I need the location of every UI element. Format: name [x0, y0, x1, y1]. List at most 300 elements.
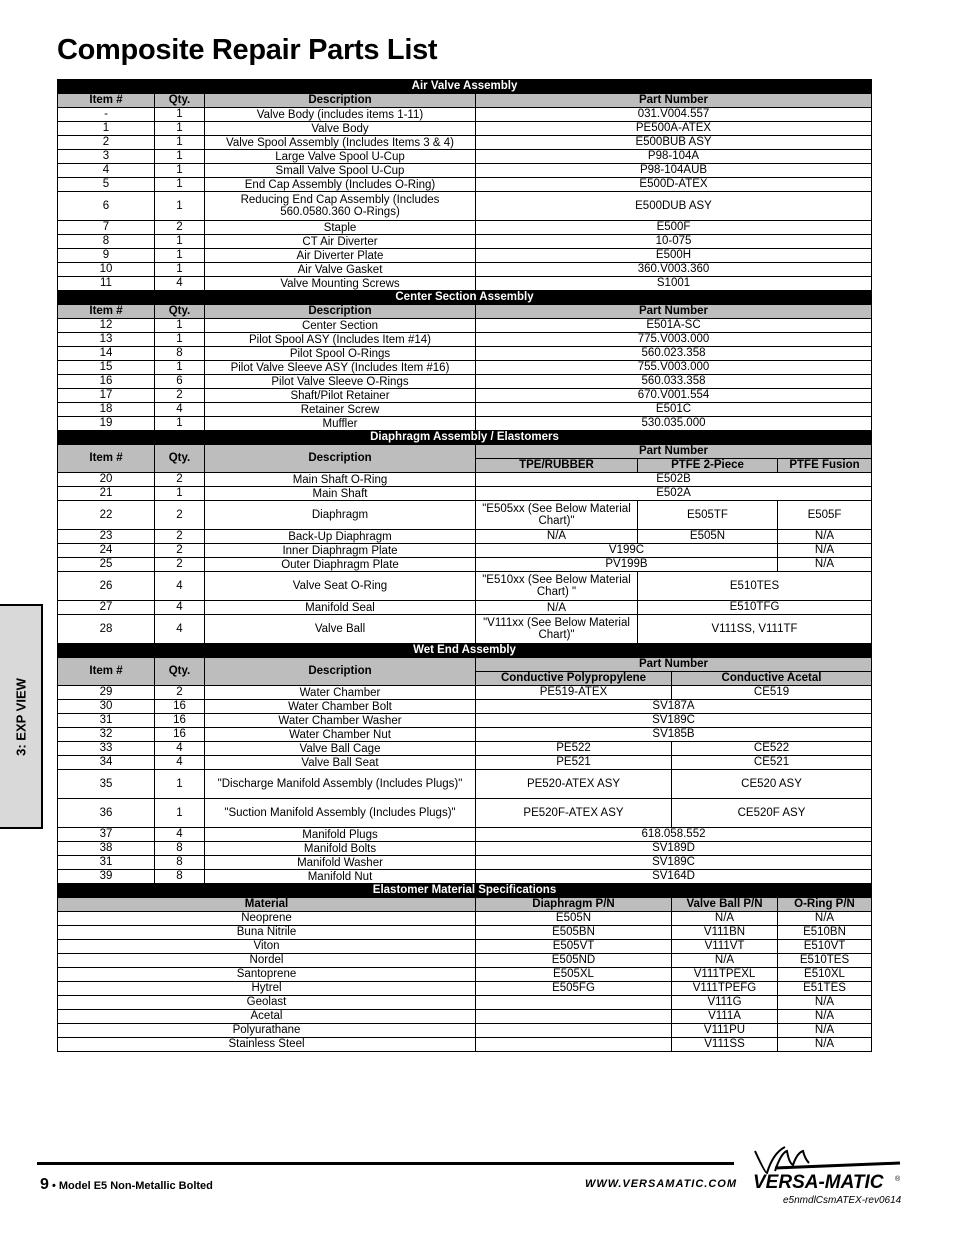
item-cell: 21 — [58, 487, 155, 501]
description-cell: Staple — [205, 221, 476, 235]
header-description: Description — [205, 658, 476, 686]
qty-cell: 4 — [155, 572, 205, 601]
table-row — [58, 389, 872, 403]
o-ring-pn-cell: E510XL — [778, 968, 872, 982]
table-row — [58, 235, 872, 249]
header-part-number: Part Number — [476, 305, 872, 319]
header-tpe-rubber: TPE/RUBBER — [476, 459, 638, 473]
qty-cell: 6 — [155, 375, 205, 389]
document-code: e5nmdlCsmATEX-rev0614 — [783, 1195, 902, 1206]
part-number-cell: E502A — [476, 487, 872, 501]
valve-ball-pn-cell: V111G — [672, 996, 778, 1010]
description-cell: CT Air Diverter — [205, 235, 476, 249]
description-cell: Air Diverter Plate — [205, 249, 476, 263]
diaphragm-pn-cell: E505ND — [476, 954, 672, 968]
table-row — [58, 403, 872, 417]
qty-cell: 1 — [155, 235, 205, 249]
section-title: Wet End Assembly — [58, 644, 872, 658]
item-cell: 10 — [58, 263, 155, 277]
o-ring-pn-cell: E510BN — [778, 926, 872, 940]
table-row — [58, 799, 872, 828]
qty-cell: 2 — [155, 558, 205, 572]
description-cell: Retainer Screw — [205, 403, 476, 417]
part-number-cell: N/A — [778, 544, 872, 558]
material-cell: Stainless Steel — [58, 1038, 476, 1052]
part-number-cell: PE520-ATEX ASY — [476, 770, 672, 799]
table-row — [58, 856, 872, 870]
diaphragm-pn-cell: E505FG — [476, 982, 672, 996]
table-row — [58, 164, 872, 178]
table-row — [58, 361, 872, 375]
description-cell: Reducing End Cap Assembly (Includes 560.0580.360 O-Rings) — [205, 192, 476, 221]
qty-cell: 1 — [155, 178, 205, 192]
header-diaphragm-pn: Diaphragm P/N — [476, 898, 672, 912]
diaphragm-pn-cell: E505BN — [476, 926, 672, 940]
table-row — [58, 530, 872, 544]
part-number-cell: P98-104AUB — [476, 164, 872, 178]
part-number-cell: E501C — [476, 403, 872, 417]
section-header-row — [58, 431, 872, 445]
part-number-cell: E510TFG — [638, 601, 872, 615]
header-qty: Qty. — [155, 305, 205, 319]
item-cell: 1 — [58, 122, 155, 136]
part-number-cell: E500D-ATEX — [476, 178, 872, 192]
description-cell: Shaft/Pilot Retainer — [205, 389, 476, 403]
material-cell: Buna Nitrile — [58, 926, 476, 940]
description-cell: Pilot Valve Sleeve ASY (Includes Item #16) — [205, 361, 476, 375]
table-row — [58, 1038, 872, 1052]
table-row — [58, 221, 872, 235]
material-cell: Santoprene — [58, 968, 476, 982]
table-row — [58, 714, 872, 728]
qty-cell: 1 — [155, 263, 205, 277]
qty-cell: 1 — [155, 333, 205, 347]
item-cell: 13 — [58, 333, 155, 347]
qty-cell: 4 — [155, 615, 205, 644]
header-o-ring-pn: O-Ring P/N — [778, 898, 872, 912]
part-number-cell: V111SS, V111TF — [638, 615, 872, 644]
description-cell: Large Valve Spool U-Cup — [205, 150, 476, 164]
qty-cell: 1 — [155, 799, 205, 828]
qty-cell: 4 — [155, 403, 205, 417]
item-cell: 14 — [58, 347, 155, 361]
header-qty: Qty. — [155, 94, 205, 108]
section-header-row — [58, 644, 872, 658]
table-row — [58, 347, 872, 361]
header-description: Description — [205, 94, 476, 108]
section-title: Center Section Assembly — [58, 291, 872, 305]
diaphragm-pn-cell — [476, 1024, 672, 1038]
o-ring-pn-cell: N/A — [778, 1038, 872, 1052]
description-cell: Water Chamber Nut — [205, 728, 476, 742]
table-row — [58, 417, 872, 431]
qty-cell: 2 — [155, 221, 205, 235]
table-row — [58, 926, 872, 940]
part-number-cell: 618.058.552 — [476, 828, 872, 842]
section-header-row — [58, 291, 872, 305]
item-cell: 3 — [58, 150, 155, 164]
repair-parts-table — [57, 79, 872, 1052]
item-cell: 5 — [58, 178, 155, 192]
item-cell: 7 — [58, 221, 155, 235]
o-ring-pn-cell: N/A — [778, 912, 872, 926]
part-number-cell: S1001 — [476, 277, 872, 291]
description-cell: Muffler — [205, 417, 476, 431]
part-number-cell: N/A — [778, 558, 872, 572]
part-number-cell: PE522 — [476, 742, 672, 756]
item-cell: 31 — [58, 714, 155, 728]
table-row — [58, 263, 872, 277]
header-conductive-polypropylene: Conductive Polypropylene — [476, 672, 672, 686]
o-ring-pn-cell: N/A — [778, 996, 872, 1010]
table-row — [58, 178, 872, 192]
part-number-cell: SV189D — [476, 842, 872, 856]
description-cell: Pilot Spool O-Rings — [205, 347, 476, 361]
column-header-row — [58, 658, 872, 672]
header-qty: Qty. — [155, 445, 205, 473]
item-cell: 12 — [58, 319, 155, 333]
item-cell: 23 — [58, 530, 155, 544]
table-row — [58, 249, 872, 263]
qty-cell: 1 — [155, 487, 205, 501]
item-cell: 28 — [58, 615, 155, 644]
table-row — [58, 742, 872, 756]
header-item: Item # — [58, 658, 155, 686]
qty-cell: 4 — [155, 756, 205, 770]
column-header-row — [58, 94, 872, 108]
section-title: Air Valve Assembly — [58, 80, 872, 94]
qty-cell: 2 — [155, 530, 205, 544]
diaphragm-pn-cell — [476, 996, 672, 1010]
description-cell: Pilot Spool ASY (Includes Item #14) — [205, 333, 476, 347]
qty-cell: 2 — [155, 686, 205, 700]
description-cell: "Discharge Manifold Assembly (Includes Plugs)" — [205, 770, 476, 799]
part-number-cell: E500F — [476, 221, 872, 235]
part-number-cell: 775.V003.000 — [476, 333, 872, 347]
column-header-row — [58, 305, 872, 319]
model-name: • Model E5 Non-Metallic Bolted — [51, 1180, 213, 1192]
part-number-cell: SV185B — [476, 728, 872, 742]
qty-cell: 1 — [155, 150, 205, 164]
item-cell: 2 — [58, 136, 155, 150]
column-header-row — [58, 898, 872, 912]
table-row — [58, 982, 872, 996]
item-cell: 27 — [58, 601, 155, 615]
part-number-cell: CE520 ASY — [672, 770, 872, 799]
section-header-row — [58, 884, 872, 898]
part-number-cell: 031.V004.557 — [476, 108, 872, 122]
part-number-cell: V199C — [476, 544, 778, 558]
table-row — [58, 333, 872, 347]
description-cell: Pilot Valve Sleeve O-Rings — [205, 375, 476, 389]
part-number-cell: E505F — [778, 501, 872, 530]
part-number-cell: 755.V003.000 — [476, 361, 872, 375]
item-cell: 18 — [58, 403, 155, 417]
qty-cell: 2 — [155, 473, 205, 487]
valve-ball-pn-cell: V111BN — [672, 926, 778, 940]
table-row — [58, 615, 872, 644]
header-description: Description — [205, 445, 476, 473]
qty-cell: 2 — [155, 389, 205, 403]
material-cell: Hytrel — [58, 982, 476, 996]
item-cell: 35 — [58, 770, 155, 799]
material-cell: Neoprene — [58, 912, 476, 926]
item-cell: 19 — [58, 417, 155, 431]
qty-cell: 4 — [155, 828, 205, 842]
section-header-row — [58, 80, 872, 94]
qty-cell: 4 — [155, 277, 205, 291]
item-cell: 37 — [58, 828, 155, 842]
versa-matic-logo — [745, 1143, 905, 1193]
description-cell: Back-Up Diaphragm — [205, 530, 476, 544]
item-cell: 22 — [58, 501, 155, 530]
part-number-cell: PE500A-ATEX — [476, 122, 872, 136]
header-qty: Qty. — [155, 658, 205, 686]
page-title: Composite Repair Parts List — [57, 34, 438, 66]
item-cell: 32 — [58, 728, 155, 742]
item-cell: 11 — [58, 277, 155, 291]
table-row — [58, 277, 872, 291]
part-number-cell: SV189C — [476, 856, 872, 870]
item-cell: 20 — [58, 473, 155, 487]
item-cell: 36 — [58, 799, 155, 828]
qty-cell: 1 — [155, 164, 205, 178]
part-number-cell: PE521 — [476, 756, 672, 770]
diaphragm-pn-cell: E505XL — [476, 968, 672, 982]
part-number-cell: E500H — [476, 249, 872, 263]
description-cell: Manifold Plugs — [205, 828, 476, 842]
table-row — [58, 136, 872, 150]
part-number-cell: 560.033.358 — [476, 375, 872, 389]
part-number-cell: E501A-SC — [476, 319, 872, 333]
valve-ball-pn-cell: V111TPEXL — [672, 968, 778, 982]
part-number-cell: N/A — [476, 530, 638, 544]
item-cell: 30 — [58, 700, 155, 714]
part-number-cell: SV189C — [476, 714, 872, 728]
table-row — [58, 828, 872, 842]
qty-cell: 1 — [155, 417, 205, 431]
item-cell: 15 — [58, 361, 155, 375]
description-cell: Main Shaft — [205, 487, 476, 501]
table-row — [58, 572, 872, 601]
page-number: 9 — [40, 1176, 49, 1193]
table-row — [58, 1024, 872, 1038]
part-number-cell: E510TES — [638, 572, 872, 601]
qty-cell: 8 — [155, 870, 205, 884]
item-cell: 4 — [58, 164, 155, 178]
table-row — [58, 319, 872, 333]
diaphragm-pn-cell: E505VT — [476, 940, 672, 954]
table-row — [58, 150, 872, 164]
description-cell: Water Chamber Washer — [205, 714, 476, 728]
part-number-cell: PV199B — [476, 558, 778, 572]
part-number-cell: SV164D — [476, 870, 872, 884]
item-cell: 31 — [58, 856, 155, 870]
part-number-cell: E505N — [638, 530, 778, 544]
qty-cell: 1 — [155, 770, 205, 799]
table-row — [58, 954, 872, 968]
header-part-number: Part Number — [476, 658, 872, 672]
table-row — [58, 912, 872, 926]
item-cell: 25 — [58, 558, 155, 572]
table-row — [58, 1010, 872, 1024]
table-row — [58, 940, 872, 954]
section-side-tab — [0, 604, 43, 829]
valve-ball-pn-cell: N/A — [672, 912, 778, 926]
header-part-number: Part Number — [476, 445, 872, 459]
qty-cell: 16 — [155, 714, 205, 728]
item-cell: 8 — [58, 235, 155, 249]
table-row — [58, 686, 872, 700]
section-title: Diaphragm Assembly / Elastomers — [58, 431, 872, 445]
column-header-row — [58, 445, 872, 459]
qty-cell: 16 — [155, 728, 205, 742]
table-row — [58, 487, 872, 501]
svg-text:VERSA-MATIC: VERSA-MATIC — [753, 1172, 884, 1193]
item-cell: 16 — [58, 375, 155, 389]
qty-cell: 2 — [155, 501, 205, 530]
qty-cell: 8 — [155, 842, 205, 856]
material-cell: Geolast — [58, 996, 476, 1010]
part-number-cell: N/A — [476, 601, 638, 615]
part-number-cell: 560.023.358 — [476, 347, 872, 361]
material-cell: Nordel — [58, 954, 476, 968]
item-cell: 9 — [58, 249, 155, 263]
o-ring-pn-cell: E510TES — [778, 954, 872, 968]
side-tab-label: 3: EXP VIEW — [13, 677, 28, 756]
description-cell: Manifold Nut — [205, 870, 476, 884]
qty-cell: 1 — [155, 319, 205, 333]
table-row — [58, 968, 872, 982]
description-cell: Outer Diaphragm Plate — [205, 558, 476, 572]
item-cell: 34 — [58, 756, 155, 770]
item-cell: 38 — [58, 842, 155, 856]
description-cell: Inner Diaphragm Plate — [205, 544, 476, 558]
part-number-cell: 360.V003.360 — [476, 263, 872, 277]
table-row — [58, 728, 872, 742]
description-cell: "Suction Manifold Assembly (Includes Plugs)" — [205, 799, 476, 828]
part-number-cell: CE519 — [672, 686, 872, 700]
description-cell: Valve Body (includes items 1-11) — [205, 108, 476, 122]
o-ring-pn-cell: N/A — [778, 1010, 872, 1024]
table-row — [58, 700, 872, 714]
header-item: Item # — [58, 305, 155, 319]
valve-ball-pn-cell: V111TPEFG — [672, 982, 778, 996]
part-number-cell: 530.035.000 — [476, 417, 872, 431]
item-cell: 29 — [58, 686, 155, 700]
o-ring-pn-cell: E51TES — [778, 982, 872, 996]
valve-ball-pn-cell: V111A — [672, 1010, 778, 1024]
svg-text:®: ® — [895, 1176, 901, 1183]
description-cell: Water Chamber Bolt — [205, 700, 476, 714]
diaphragm-pn-cell — [476, 1010, 672, 1024]
website-link[interactable]: WWW.VERSAMATIC.COM — [585, 1178, 738, 1190]
part-number-cell: CE520F ASY — [672, 799, 872, 828]
diaphragm-pn-cell: E505N — [476, 912, 672, 926]
part-number-cell: N/A — [778, 530, 872, 544]
description-cell: Valve Seat O-Ring — [205, 572, 476, 601]
part-number-cell: E500BUB ASY — [476, 136, 872, 150]
table-row — [58, 108, 872, 122]
valve-ball-pn-cell: V111SS — [672, 1038, 778, 1052]
header-material: Material — [58, 898, 476, 912]
part-number-cell: P98-104A — [476, 150, 872, 164]
qty-cell: 4 — [155, 601, 205, 615]
item-cell: - — [58, 108, 155, 122]
qty-cell: 1 — [155, 249, 205, 263]
part-number-cell: SV187A — [476, 700, 872, 714]
item-cell: 33 — [58, 742, 155, 756]
table-row — [58, 601, 872, 615]
item-cell: 6 — [58, 192, 155, 221]
qty-cell: 1 — [155, 361, 205, 375]
footer-rule — [37, 1162, 734, 1165]
table-row — [58, 544, 872, 558]
part-number-cell: CE522 — [672, 742, 872, 756]
material-cell: Polyurathane — [58, 1024, 476, 1038]
table-row — [58, 770, 872, 799]
material-cell: Acetal — [58, 1010, 476, 1024]
description-cell: Manifold Bolts — [205, 842, 476, 856]
description-cell: Valve Mounting Screws — [205, 277, 476, 291]
description-cell: Center Section — [205, 319, 476, 333]
table-row — [58, 375, 872, 389]
part-number-cell: E502B — [476, 473, 872, 487]
table-row — [58, 842, 872, 856]
qty-cell: 4 — [155, 742, 205, 756]
part-number-cell: "V111xx (See Below Material Chart)" — [476, 615, 638, 644]
qty-cell: 2 — [155, 544, 205, 558]
part-number-cell: "E510xx (See Below Material Chart) " — [476, 572, 638, 601]
o-ring-pn-cell: N/A — [778, 1024, 872, 1038]
item-cell: 39 — [58, 870, 155, 884]
description-cell: Air Valve Gasket — [205, 263, 476, 277]
valve-ball-pn-cell: N/A — [672, 954, 778, 968]
description-cell: End Cap Assembly (Includes O-Ring) — [205, 178, 476, 192]
table-row — [58, 756, 872, 770]
table-row — [58, 501, 872, 530]
part-number-cell: CE521 — [672, 756, 872, 770]
description-cell: Valve Spool Assembly (Includes Items 3 & 4) — [205, 136, 476, 150]
description-cell: Diaphragm — [205, 501, 476, 530]
header-ptfe-2-piece: PTFE 2-Piece — [638, 459, 778, 473]
material-cell: Viton — [58, 940, 476, 954]
section-title: Elastomer Material Specifications — [58, 884, 872, 898]
diaphragm-pn-cell — [476, 1038, 672, 1052]
table-row — [58, 473, 872, 487]
page-footer — [40, 1176, 213, 1194]
description-cell: Manifold Washer — [205, 856, 476, 870]
table-row — [58, 870, 872, 884]
part-number-cell: "E505xx (See Below Material Chart)" — [476, 501, 638, 530]
qty-cell: 8 — [155, 856, 205, 870]
description-cell: Valve Ball Cage — [205, 742, 476, 756]
item-cell: 17 — [58, 389, 155, 403]
header-item: Item # — [58, 445, 155, 473]
qty-cell: 1 — [155, 108, 205, 122]
qty-cell: 8 — [155, 347, 205, 361]
description-cell: Valve Body — [205, 122, 476, 136]
description-cell: Valve Ball — [205, 615, 476, 644]
part-number-cell: 670.V001.554 — [476, 389, 872, 403]
qty-cell: 1 — [155, 192, 205, 221]
item-cell: 26 — [58, 572, 155, 601]
header-valve-ball-pn: Valve Ball P/N — [672, 898, 778, 912]
o-ring-pn-cell: E510VT — [778, 940, 872, 954]
table-row — [58, 558, 872, 572]
description-cell: Water Chamber — [205, 686, 476, 700]
item-cell: 24 — [58, 544, 155, 558]
